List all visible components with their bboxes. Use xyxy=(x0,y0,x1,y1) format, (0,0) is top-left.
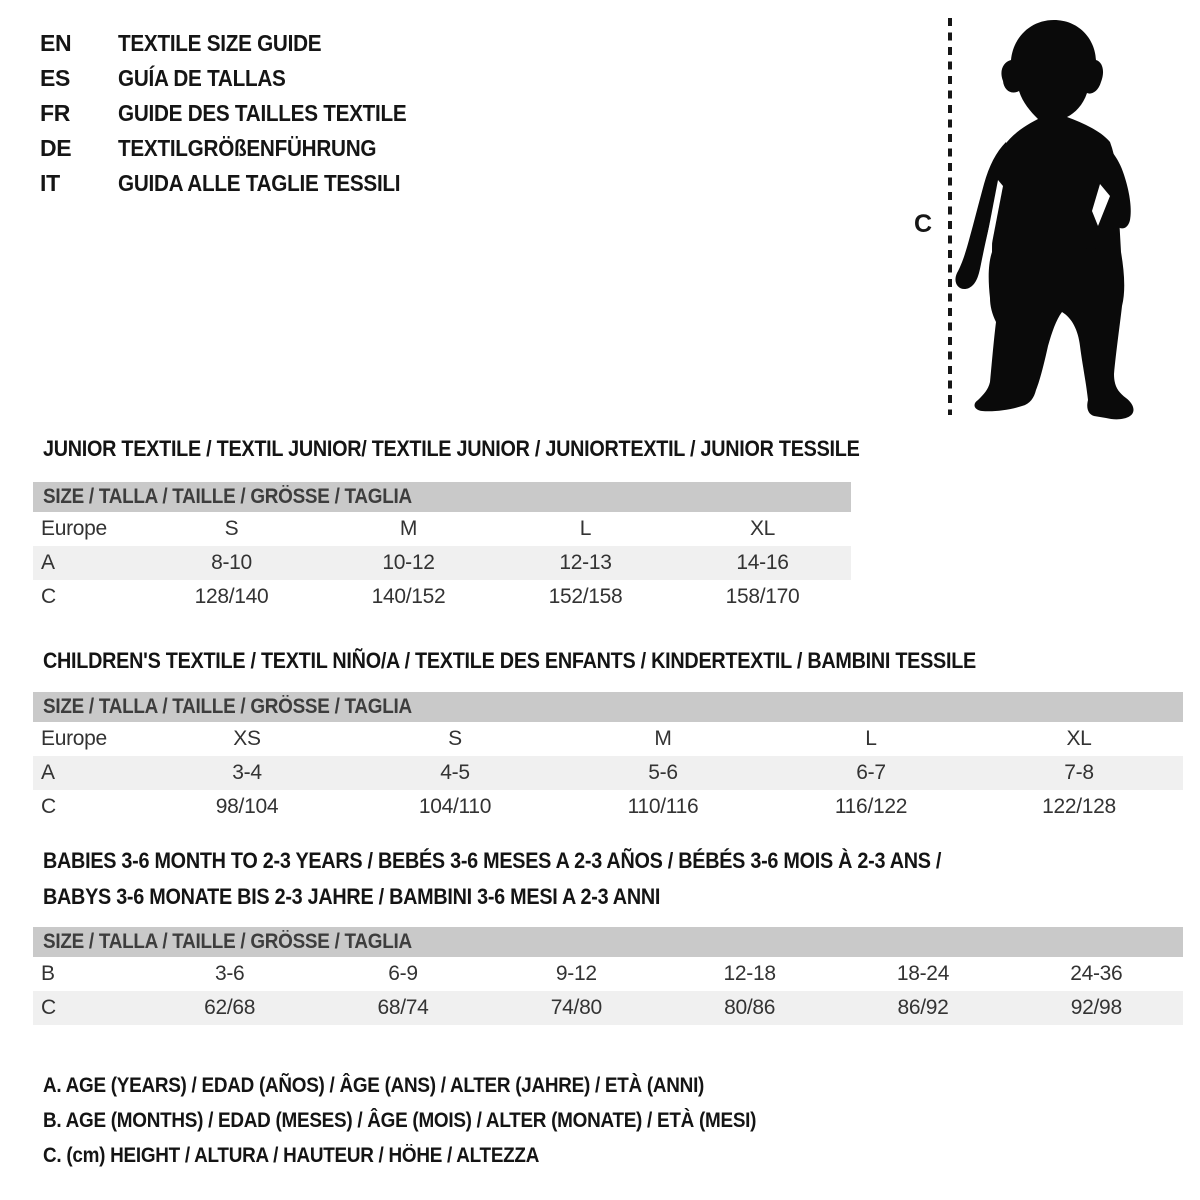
legend-height: C. (cm) HEIGHT / ALTURA / HAUTEUR / HÖHE / ALTEZZA xyxy=(43,1143,540,1167)
row-label: C xyxy=(41,585,56,608)
junior-size-table xyxy=(33,482,851,614)
language-label: TEXTILE SIZE GUIDE xyxy=(118,30,322,56)
size-cell: S xyxy=(224,517,239,540)
row-label: Europe xyxy=(41,727,107,750)
table-row-height xyxy=(33,790,1183,824)
language-label: GUÍA DE TALLAS xyxy=(118,65,286,91)
size-cell: M xyxy=(654,727,672,750)
size-cell: L xyxy=(865,727,877,750)
row-label: A xyxy=(41,551,55,574)
height-cell: 104/110 xyxy=(418,795,492,818)
height-cell: 140/152 xyxy=(371,585,446,608)
age-cell: 12-13 xyxy=(559,551,612,574)
language-code: IT xyxy=(40,170,60,196)
height-cell: 110/116 xyxy=(627,795,699,818)
row-label: C xyxy=(41,996,56,1019)
height-cell: 98/104 xyxy=(215,795,279,818)
language-code: EN xyxy=(40,30,72,56)
height-measure-label: C xyxy=(914,210,933,238)
language-code: FR xyxy=(40,100,71,126)
children-section-title: CHILDREN'S TEXTILE / TEXTIL NIÑO/A / TEXTILE DES ENFANTS / KINDERTEXTIL / BAMBINI TESSILE xyxy=(43,648,976,673)
language-row-fr xyxy=(40,96,439,131)
language-list xyxy=(40,26,439,201)
height-cell: 158/170 xyxy=(725,585,800,608)
table-row-age xyxy=(33,546,851,580)
language-label: GUIDE DES TAILLES TEXTILE xyxy=(118,100,407,126)
height-cell: 92/98 xyxy=(1070,996,1122,1019)
months-cell: 6-9 xyxy=(388,962,418,985)
babies-size-table xyxy=(33,927,1183,1025)
row-label: C xyxy=(41,795,56,818)
months-cell: 18-24 xyxy=(896,962,950,985)
babies-section-title: BABIES 3-6 MONTH TO 2-3 YEARS / BEBÉS 3-6 MESES A 2-3 AÑOS / BÉBÉS 3-6 MOIS À 2-3 ANS / BABYS 3-6 MONATE BIS 2-3 JAHRE / BAMBINI 3-6 MESI A 2-3 ANNI xyxy=(43,848,942,909)
size-header-bar: SIZE / TALLA / TAILLE / GRÖSSE / TAGLIA xyxy=(33,482,851,512)
table-row-europe xyxy=(33,512,851,546)
height-cell: 152/158 xyxy=(548,585,623,608)
height-cell: 74/80 xyxy=(550,996,602,1019)
age-cell: 7-8 xyxy=(1064,761,1094,784)
junior-section-title: JUNIOR TEXTILE / TEXTIL JUNIOR/ TEXTILE JUNIOR / JUNIORTEXTIL / JUNIOR TESSILE xyxy=(43,436,860,461)
table-row-europe xyxy=(33,722,1183,756)
height-cell: 68/74 xyxy=(377,996,429,1019)
age-cell: 4-5 xyxy=(440,761,470,784)
height-cell: 86/92 xyxy=(897,996,949,1019)
language-label: TEXTILGRÖßENFÜHRUNG xyxy=(118,135,377,161)
age-cell: 6-7 xyxy=(856,761,886,784)
age-cell: 8-10 xyxy=(211,551,252,574)
row-label: Europe xyxy=(41,517,107,540)
language-code: DE xyxy=(40,135,72,161)
months-cell: 3-6 xyxy=(214,962,245,985)
size-header-bar: SIZE / TALLA / TAILLE / GRÖSSE / TAGLIA xyxy=(33,927,1183,957)
height-cell: 116/122 xyxy=(834,795,908,818)
toddler-silhouette-icon xyxy=(938,12,1148,424)
height-cell: 80/86 xyxy=(724,996,776,1019)
height-cell: 62/68 xyxy=(204,996,256,1019)
table-row-height xyxy=(33,991,1183,1025)
language-row-es xyxy=(40,61,439,96)
language-label: GUIDA ALLE TAGLIE TESSILI xyxy=(118,170,401,196)
toddler-body xyxy=(955,20,1133,419)
height-cell: 128/140 xyxy=(194,585,269,608)
months-cell: 9-12 xyxy=(555,962,597,985)
size-cell: L xyxy=(579,517,592,540)
language-row-it xyxy=(40,166,439,201)
table-row-months xyxy=(33,957,1183,991)
language-row-de xyxy=(40,131,439,166)
age-cell: 5-6 xyxy=(648,761,678,784)
legend-age-years: A. AGE (YEARS) / EDAD (AÑOS) / ÂGE (ANS) / ALTER (JAHRE) / ETÀ (ANNI) xyxy=(43,1073,705,1097)
measurement-legend xyxy=(43,1068,835,1173)
language-code: ES xyxy=(40,65,71,91)
size-cell: XL xyxy=(749,517,776,540)
row-label: B xyxy=(41,962,55,985)
size-header-bar: SIZE / TALLA / TAILLE / GRÖSSE / TAGLIA xyxy=(33,692,1183,722)
age-cell: 14-16 xyxy=(736,551,789,574)
row-label: A xyxy=(41,761,55,784)
size-cell: XL xyxy=(1066,727,1092,750)
size-cell: XS xyxy=(233,727,261,750)
legend-age-months: B. AGE (MONTHS) / EDAD (MESES) / ÂGE (MOIS) / ALTER (MONATE) / ETÀ (MESI) xyxy=(43,1108,757,1132)
months-cell: 24-36 xyxy=(1070,962,1123,985)
table-row-age xyxy=(33,756,1183,790)
size-cell: M xyxy=(399,517,418,540)
age-cell: 10-12 xyxy=(382,551,435,574)
height-cell: 122/128 xyxy=(1042,795,1116,818)
children-size-table xyxy=(33,692,1183,824)
table-row-height xyxy=(33,580,851,614)
language-row-en xyxy=(40,26,439,61)
size-cell: S xyxy=(448,727,462,750)
age-cell: 3-4 xyxy=(232,761,262,784)
months-cell: 12-18 xyxy=(723,962,776,985)
